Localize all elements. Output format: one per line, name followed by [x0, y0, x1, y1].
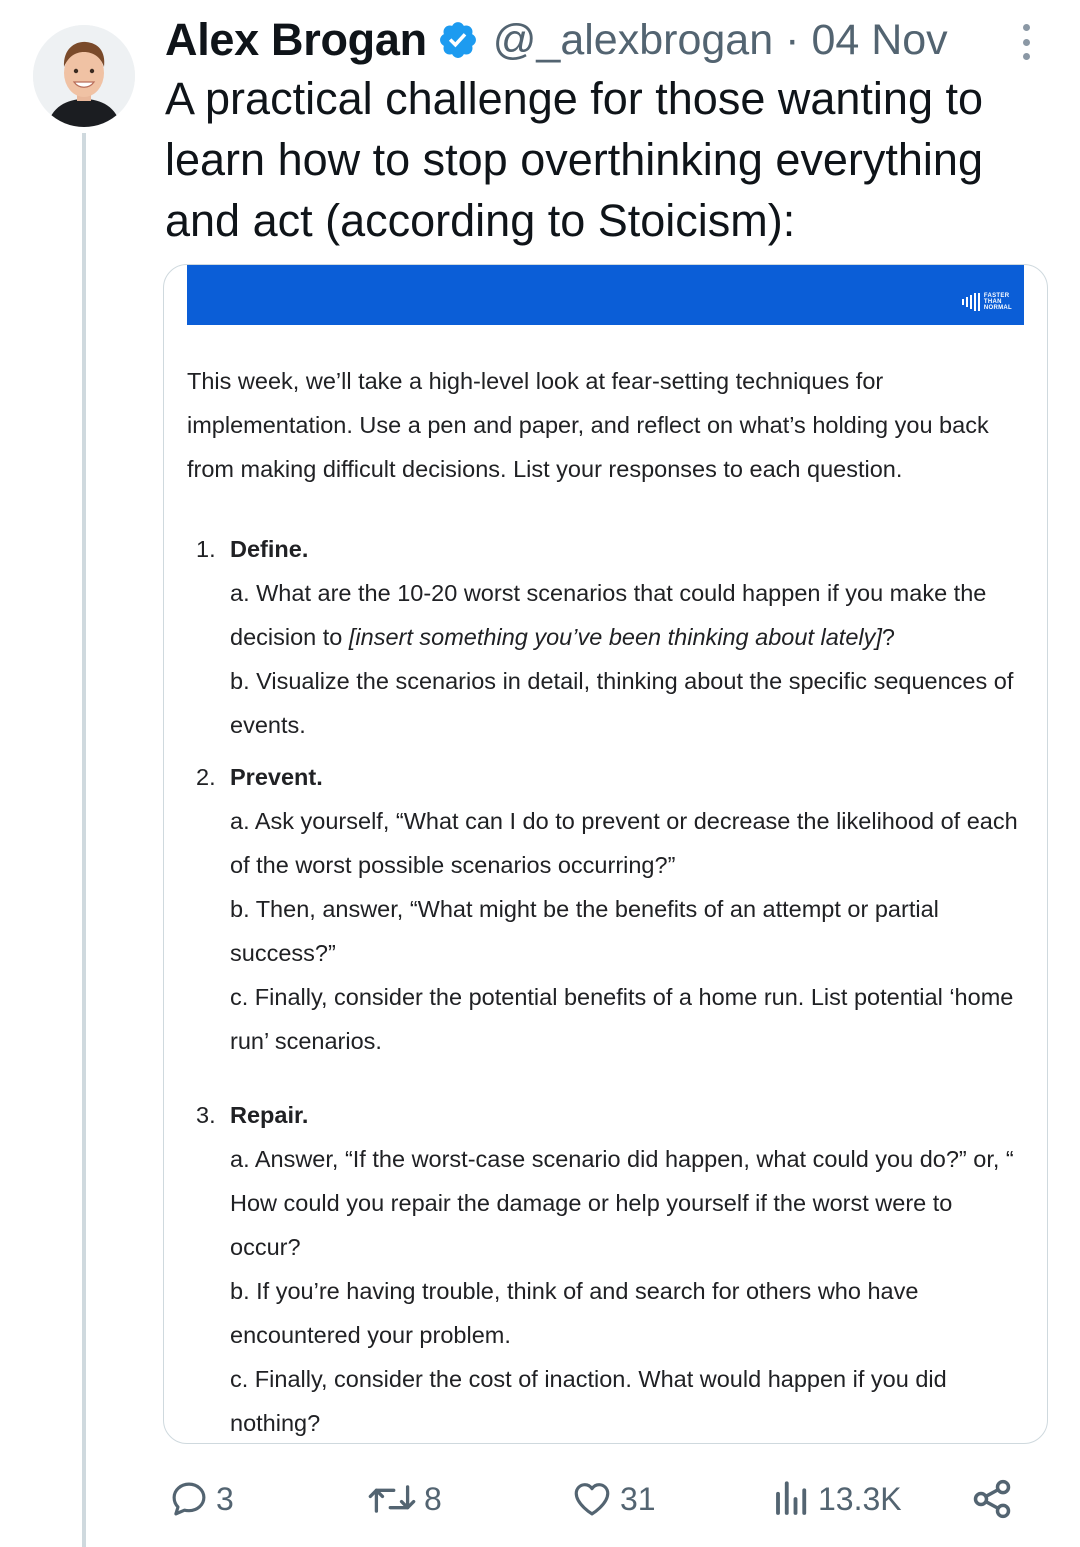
section-number: 3. — [196, 1102, 216, 1128]
section-item: b. Visualize the scenarios in detail, thinking about the specific sequences of events. — [230, 668, 1014, 738]
section-item: a. Answer, “If the worst-case scenario did happen, what could you do?” or, “ How could you repair the damage or help yourself if the worst were to occur? — [230, 1146, 1014, 1260]
reply-button[interactable] — [168, 1472, 234, 1526]
verified-badge-icon — [437, 19, 479, 61]
tweet-action-bar — [0, 1472, 1080, 1526]
avatar-portrait — [33, 25, 135, 127]
author-avatar[interactable] — [33, 25, 135, 127]
more-options-icon[interactable] — [1014, 24, 1038, 60]
author-name[interactable]: Alex Brogan — [165, 14, 427, 65]
heart-icon — [570, 1478, 614, 1520]
document-banner — [187, 265, 1024, 325]
views-button[interactable] — [772, 1472, 902, 1526]
attached-image[interactable] — [163, 264, 1048, 1444]
like-button[interactable] — [570, 1472, 656, 1526]
section-item: c. Finally, consider the cost of inaction. What would happen if you did nothing? — [230, 1366, 947, 1436]
repost-button[interactable] — [366, 1472, 442, 1526]
section-item: c. Finally, consider the potential benefits of a home run. List potential ‘home run’ scenarios. — [230, 984, 1014, 1054]
view-count: 13.3K — [818, 1480, 902, 1517]
section-title: Prevent. — [230, 764, 323, 790]
section-item: a. Ask yourself, “What can I do to prevent or decrease the likelihood of each of the worst possible scenarios occurring?” — [230, 808, 1018, 878]
tweet-date[interactable]: 04 Nov — [811, 15, 948, 64]
repost-count: 8 — [424, 1480, 442, 1517]
section-item: b. Then, answer, “What might be the benefits of an attempt or partial success?” — [230, 896, 939, 966]
section-item: a. What are the 10-20 worst scenarios that could happen if you make the decision to [insert something you’ve been thinking about lately]? — [230, 580, 987, 650]
tweet-text: A practical challenge for those wanting to learn how to stop overthinking everything and act (according to Stoicism): — [165, 73, 983, 246]
share-button[interactable] — [970, 1472, 1014, 1526]
tweet-header — [165, 12, 948, 68]
section-title: Repair. — [230, 1102, 309, 1128]
section-item: b. If you’re having trouble, think of and search for others who have encountered your problem. — [230, 1278, 919, 1348]
author-handle[interactable]: @_alexbrogan — [492, 15, 774, 64]
document-intro: This week, we’ll take a high-level look at fear-setting techniques for implementation. Use a pen and paper, and reflect on what’s holding you back from making difficult decisions. List your responses to each question. — [187, 368, 989, 482]
section-define — [187, 527, 1027, 747]
header-separator: · — [785, 15, 800, 64]
reply-icon — [168, 1478, 210, 1520]
document-body — [187, 359, 1027, 1444]
reply-count: 3 — [216, 1480, 234, 1517]
section-repair — [187, 1093, 1027, 1444]
section-prevent — [187, 755, 1027, 1063]
faster-than-normal-logo: FASTER THAN NORMAL — [962, 293, 1012, 311]
repost-icon — [366, 1478, 418, 1520]
section-number: 1. — [196, 536, 216, 562]
share-icon — [970, 1477, 1014, 1521]
like-count: 31 — [620, 1480, 656, 1517]
thread-line — [82, 133, 86, 1547]
section-title: Define. — [230, 536, 309, 562]
views-chart-icon — [772, 1478, 812, 1520]
section-number: 2. — [196, 764, 216, 790]
